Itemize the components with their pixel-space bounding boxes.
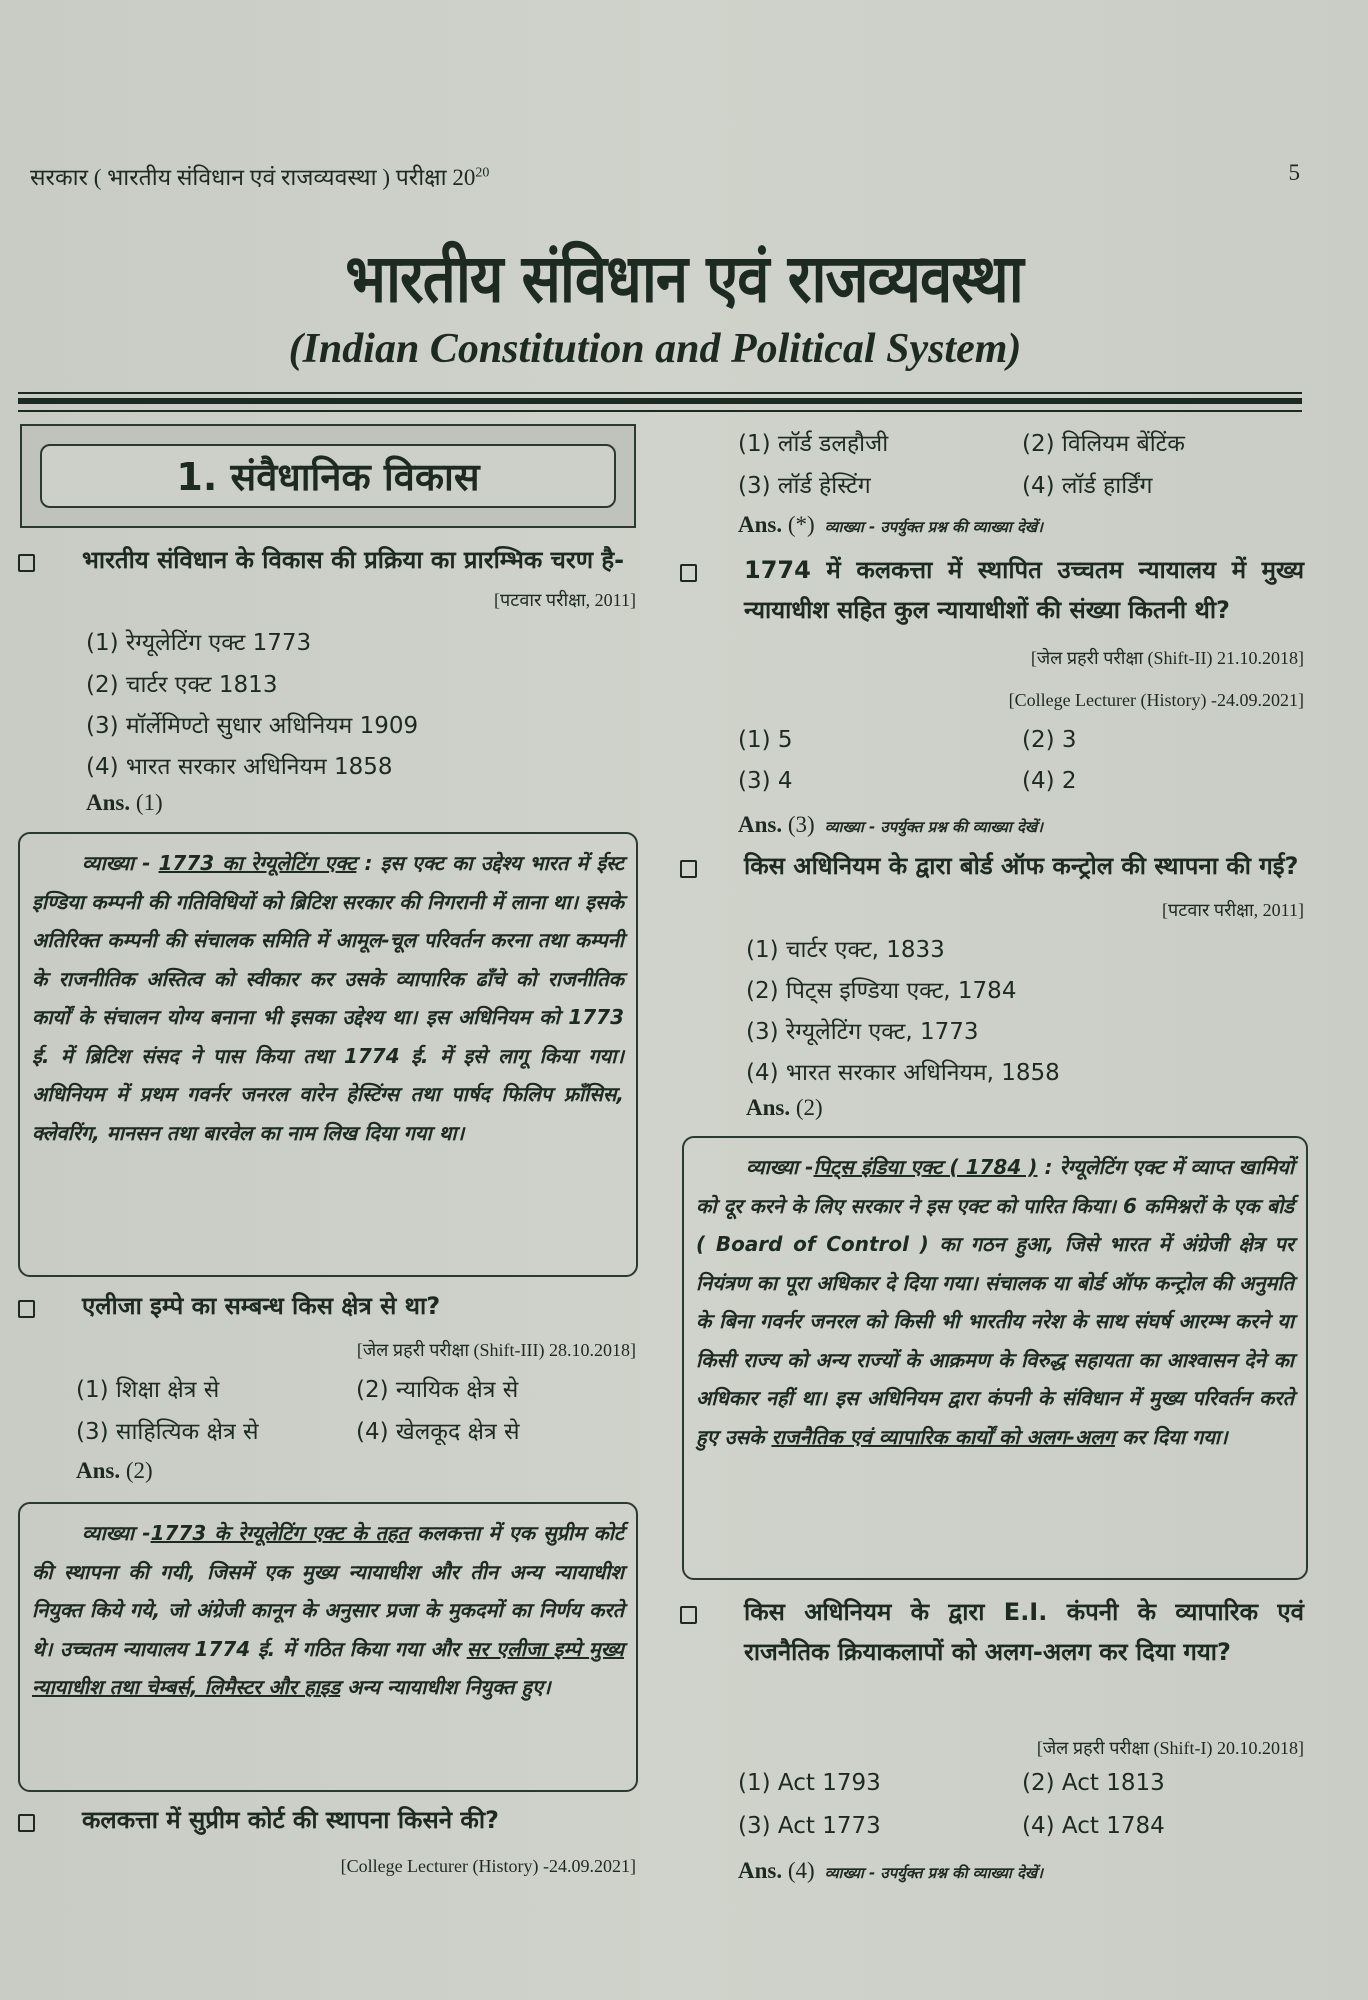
option: (4) खेलकूद क्षेत्र से bbox=[356, 1419, 520, 1445]
option: (1) 5 bbox=[738, 727, 793, 753]
question-source: [पटवार परीक्षा, 2011] bbox=[494, 590, 636, 610]
page-title: भारतीय संविधान एवं राजव्यवस्था bbox=[345, 239, 1023, 318]
option: (2) न्यायिक क्षेत्र से bbox=[356, 1377, 519, 1403]
option: (3) रेग्यूलेटिंग एक्ट, 1773 bbox=[746, 1019, 979, 1045]
option: (1) रेग्यूलेटिंग एक्ट 1773 bbox=[86, 630, 312, 656]
checkbox-square-icon bbox=[18, 1300, 35, 1318]
question-text: किस अधिनियम के द्वारा बोर्ड ऑफ कन्ट्रोल की स्थापना की गई? bbox=[744, 852, 1299, 880]
question-5 bbox=[680, 846, 1304, 920]
option: (1) लॉर्ड डलहौजी bbox=[738, 431, 889, 457]
option: (4) भारत सरकार अधिनियम 1858 bbox=[86, 754, 393, 780]
question-source: [College Lecturer (History) -24.09.2021] bbox=[340, 1856, 636, 1876]
answer: Ans. (2) bbox=[76, 1458, 153, 1483]
checkbox-square-icon bbox=[18, 554, 35, 572]
option: (1) शिक्षा क्षेत्र से bbox=[76, 1377, 220, 1403]
question-source: [जेल प्रहरी परीक्षा (Shift-II) 21.10.2018] bbox=[1030, 648, 1304, 668]
option: (2) पिट्स इण्डिया एक्ट, 1784 bbox=[746, 978, 1017, 1004]
option: (4) लॉर्ड हार्डिंग bbox=[1022, 473, 1153, 499]
question-text: कलकत्ता में सुप्रीम कोर्ट की स्थापना किसने की? bbox=[82, 1806, 499, 1834]
question-4 bbox=[680, 550, 1304, 710]
question-source: [जेल प्रहरी परीक्षा (Shift-III) 28.10.2018] bbox=[356, 1340, 636, 1360]
question-source: [पटवार परीक्षा, 2011] bbox=[1162, 900, 1304, 920]
answer: Ans. (3) व्याख्या - उपर्युक्त प्रश्न की व्याख्या देखें। bbox=[738, 812, 1043, 837]
chapter-heading: 1. संवैधानिक विकास bbox=[40, 444, 616, 508]
answer: Ans. (2) bbox=[746, 1095, 823, 1120]
question-6 bbox=[680, 1592, 1304, 1758]
checkbox-square-icon bbox=[680, 860, 697, 878]
running-title: सरकार ( भारतीय संविधान एवं राजव्यवस्था ) परीक्षा $20^{20}$ bbox=[30, 165, 490, 190]
question-text: भारतीय संविधान के विकास की प्रक्रिया का प्रारम्भिक चरण है- bbox=[82, 546, 625, 574]
option: (1) Act 1793 bbox=[738, 1770, 881, 1796]
answer: Ans. (4) व्याख्या - उपर्युक्त प्रश्न की व्याख्या देखें। bbox=[738, 1858, 1043, 1883]
answer: Ans. (*) व्याख्या - उपर्युक्त प्रश्न की व्याख्या देखें। bbox=[738, 512, 1043, 537]
question-3 bbox=[18, 1800, 636, 1876]
checkbox-square-icon bbox=[680, 564, 697, 582]
option: (3) मॉर्लेमिण्टो सुधार अधिनियम 1909 bbox=[86, 713, 419, 739]
question-text: 1774 में कलकत्ता में स्थापित उच्चतम न्यायालय में मुख्य न्यायाधीश सहित कुल न्यायाधीशों की संख्या कितनी थी? bbox=[744, 556, 1304, 624]
explanation-box: व्याख्या -1773 के रेग्यूलेटिंग एक्ट के तहत कलकत्ता में एक सुप्रीम कोर्ट की स्थापना की गयी, जिसमें एक मुख्य न्यायाधीश और तीन अन्य न्यायाधीश नियुक्त किये गये, जो अंग्रेजी कानून के अनुसार प्रजा के मुकदमों का निर्णय करते थे। उच्चतम न्यायालय 1774 ई. में गठित किया गया और सर एलीजा इम्पे मुख्य न्यायाधीश तथा चेम्बर्स, लिमैस्टर और हाइड अन्य न्यायाधीश नियुक्त हुए। bbox=[18, 1502, 638, 1792]
chapter-heading-box bbox=[20, 424, 636, 528]
option: (3) लॉर्ड हेस्टिंग bbox=[738, 473, 871, 499]
option: (3) 4 bbox=[738, 768, 793, 794]
option: (4) भारत सरकार अधिनियम, 1858 bbox=[746, 1060, 1060, 1086]
option: (4) 2 bbox=[1022, 768, 1077, 794]
option: (2) चार्टर एक्ट 1813 bbox=[86, 672, 278, 698]
answer: Ans. (1) bbox=[86, 790, 163, 815]
checkbox-square-icon bbox=[680, 1606, 697, 1624]
question-source: [जेल प्रहरी परीक्षा (Shift-I) 20.10.2018] bbox=[1036, 1738, 1304, 1758]
question-source-2: [College Lecturer (History) -24.09.2021] bbox=[1008, 690, 1304, 710]
option: (1) चार्टर एक्ट, 1833 bbox=[746, 937, 945, 963]
question-text: किस अधिनियम के द्वारा E.I. कंपनी के व्यापारिक एवं राजनैतिक क्रियाकलापों को अलग-अलग कर दिया गया? bbox=[744, 1598, 1304, 1666]
option: (2) Act 1813 bbox=[1022, 1770, 1165, 1796]
question-1 bbox=[18, 540, 636, 610]
option: (3) साहित्यिक क्षेत्र से bbox=[76, 1419, 259, 1445]
page-number: 5 bbox=[1288, 160, 1300, 185]
checkbox-square-icon bbox=[18, 1814, 35, 1832]
running-header bbox=[30, 160, 1300, 192]
question-2 bbox=[18, 1286, 636, 1360]
title-double-rule bbox=[18, 392, 1302, 412]
explanation-box: व्याख्या - 1773 का रेग्यूलेटिंग एक्ट : इस एक्ट का उद्देश्य भारत में ईस्ट इण्डिया कम्पनी की गतिविधियों को ब्रिटिश सरकार की निगरानी में लाना था। इसके अतिरिक्त कम्पनी की संचालक समिति में आमूल-चूल परिवर्तन करना तथा कम्पनी के राजनीतिक अस्तित्व को स्वीकार कर उसके व्यापारिक ढाँचे को राजनीतिक कार्यों के संचालन योग्य बनाना भी इसका उद्देश्य था। इस अधिनियम को 1773 ई. में ब्रिटिश संसद ने पास किया तथा 1774 ई. में इसे लागू किया गया। अधिनियम में प्रथम गवर्नर जनरल वारेन हेस्टिंग्स तथा पार्षद फिलिप फ्राँसिस, क्लेवरिंग, मानसन तथा बारवेल का नाम लिख दिया गया था। bbox=[18, 832, 638, 1277]
option: (3) Act 1773 bbox=[738, 1813, 881, 1839]
option: (2) 3 bbox=[1022, 727, 1077, 753]
question-text: एलीजा इम्पे का सम्बन्ध किस क्षेत्र से था? bbox=[82, 1292, 441, 1320]
page-subtitle: (Indian Constitution and Political System) bbox=[288, 326, 1022, 372]
option: (4) Act 1784 bbox=[1022, 1813, 1165, 1839]
option: (2) विलियम बेंटिंक bbox=[1022, 431, 1185, 457]
explanation-box: व्याख्या -पिट्स इंडिया एक्ट ( 1784 ) : रेग्यूलेटिंग एक्ट में व्याप्त खामियों को दूर करने के लिए सरकार ने इस एक्ट को पारित किया। 6 कमिश्नरों के एक बोर्ड ( Board of Control ) का गठन हुआ, जिसे भारत में अंग्रेजी क्षेत्र पर नियंत्रण का पूरा अधिकार दे दिया गया। संचालक या बोर्ड ऑफ कन्ट्रोल की अनुमति के बिना गवर्नर जनरल को किसी भी भारतीय नरेश के साथ संघर्ष आरम्भ करने या किसी राज्य को अन्य राज्यों के आक्रमण के विरुद्ध सहायता का आश्वासन देने का अधिकार नहीं था। इस अधिनियम द्वारा कंपनी के संविधान में मुख्य परिवर्तन करते हुए उसके राजनैतिक एवं व्यापारिक कार्यों को अलग-अलग कर दिया गया। bbox=[682, 1136, 1308, 1580]
